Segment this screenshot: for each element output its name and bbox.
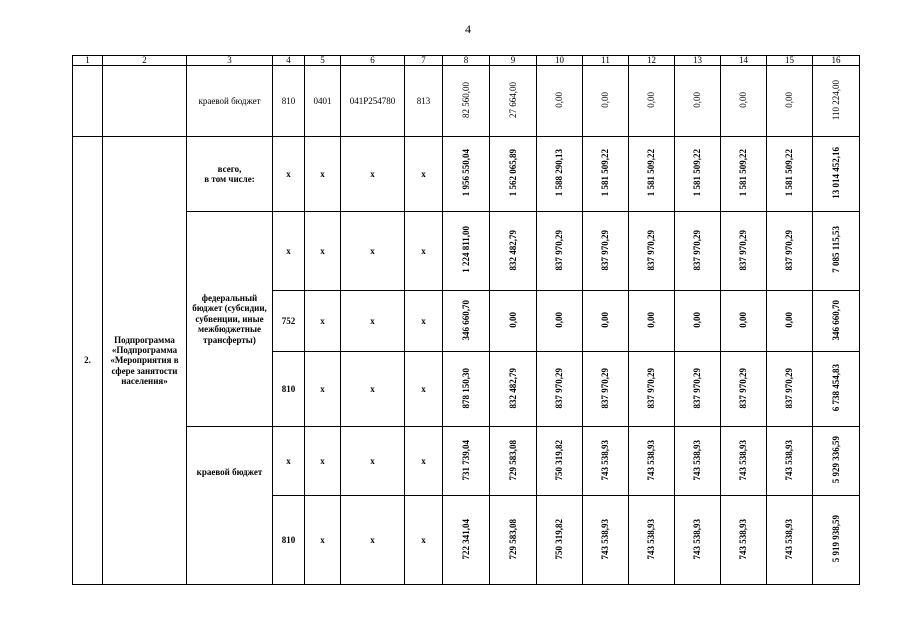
amount-value: 837 970,29	[692, 367, 703, 409]
amount-value: 1 588 290,13	[554, 149, 565, 197]
amount-value: 0,00	[784, 311, 795, 328]
table-row-federal-total	[73, 212, 860, 291]
amount-cell	[583, 352, 629, 427]
amount-value: 743 538,93	[692, 518, 703, 560]
amount-cell	[443, 427, 490, 496]
table-row-total	[73, 137, 860, 212]
column-header: 1	[73, 56, 103, 66]
amount-cell	[583, 427, 629, 496]
amount-cell	[629, 291, 675, 352]
amount-cell	[721, 352, 767, 427]
code-cell: x	[405, 496, 443, 585]
amount-cell	[675, 137, 721, 212]
total-label-line1: всего,	[217, 163, 242, 174]
amount-cell	[537, 66, 583, 137]
amount-value: 1 562 065,89	[507, 149, 518, 197]
column-header: 8	[443, 56, 490, 66]
amount-cell	[675, 291, 721, 352]
table-row-regional-total	[73, 427, 860, 496]
amount-value: 346 660,70	[830, 299, 841, 341]
amount-cell	[490, 352, 537, 427]
code-cell: 813	[405, 66, 443, 137]
amount-value: 743 538,93	[600, 439, 611, 481]
column-header: 14	[721, 56, 767, 66]
amount-cell	[490, 137, 537, 212]
amount-value: 743 538,93	[784, 439, 795, 481]
amount-value: 0,00	[784, 91, 795, 108]
column-header: 11	[583, 56, 629, 66]
code-cell: 810	[273, 496, 305, 585]
total-amount-cell	[813, 352, 860, 427]
amount-cell	[767, 66, 813, 137]
amount-cell	[490, 427, 537, 496]
amount-value: 837 970,29	[646, 229, 657, 271]
amount-cell	[490, 496, 537, 585]
code-cell: 752	[273, 291, 305, 352]
code-cell: x	[305, 496, 341, 585]
amount-value: 743 538,93	[738, 518, 749, 560]
amount-cell	[490, 212, 537, 291]
amount-cell	[675, 352, 721, 427]
amount-value: 743 538,93	[692, 439, 703, 481]
amount-value: 1 956 550,04	[460, 149, 471, 197]
amount-cell	[443, 66, 490, 137]
column-header: 3	[187, 56, 273, 66]
amount-value: 0,00	[646, 91, 657, 108]
amount-value: 27 664,00	[507, 81, 518, 118]
amount-value: 743 538,93	[646, 518, 657, 560]
amount-cell	[767, 291, 813, 352]
amount-value: 1 581 509,22	[784, 149, 795, 197]
amount-value: 837 970,29	[784, 367, 795, 409]
amount-cell	[721, 427, 767, 496]
amount-value: 837 970,29	[554, 367, 565, 409]
total-label-line2: в том числе:	[204, 174, 255, 184]
code-cell: x	[273, 212, 305, 291]
amount-cell	[583, 66, 629, 137]
empty-cell	[103, 66, 187, 137]
amount-value: 832 482,79	[507, 229, 518, 271]
code-cell: x	[405, 427, 443, 496]
amount-value: 837 970,29	[692, 229, 703, 271]
amount-value: 7 085 115,53	[830, 226, 841, 274]
amount-value: 878 150,30	[460, 367, 471, 409]
amount-cell	[537, 137, 583, 212]
amount-cell	[537, 352, 583, 427]
code-cell: x	[273, 427, 305, 496]
amount-cell	[629, 496, 675, 585]
code-cell: 041P254780	[341, 66, 405, 137]
amount-value: 743 538,93	[784, 518, 795, 560]
regional-budget-label: краевой бюджет	[187, 427, 273, 585]
amount-value: 0,00	[692, 311, 703, 328]
amount-cell	[537, 291, 583, 352]
amount-cell	[629, 352, 675, 427]
row-label: краевой бюджет	[187, 66, 273, 137]
code-cell: x	[305, 212, 341, 291]
code-cell: x	[405, 352, 443, 427]
amount-cell	[675, 212, 721, 291]
column-header: 12	[629, 56, 675, 66]
amount-value: 743 538,93	[600, 518, 611, 560]
amount-cell	[721, 212, 767, 291]
code-cell: x	[273, 137, 305, 212]
amount-cell	[629, 66, 675, 137]
total-amount-cell	[813, 66, 860, 137]
amount-cell	[490, 291, 537, 352]
column-header: 15	[767, 56, 813, 66]
code-cell: x	[341, 212, 405, 291]
amount-cell	[721, 291, 767, 352]
amount-value: 1 581 509,22	[646, 149, 657, 197]
amount-value: 832 482,79	[507, 367, 518, 409]
federal-budget-label: федеральный бюджет (субсидии, субвенции, иные межбюджетные трансферты)	[187, 212, 273, 427]
amount-value: 6 738 454,83	[830, 364, 841, 412]
amount-value: 1 581 509,22	[738, 149, 749, 197]
amount-value: 837 970,29	[738, 367, 749, 409]
amount-value: 837 970,29	[738, 229, 749, 271]
amount-cell	[443, 212, 490, 291]
amount-cell	[721, 66, 767, 137]
amount-value: 0,00	[692, 91, 703, 108]
amount-value: 722 341,04	[460, 518, 471, 560]
amount-value: 837 970,29	[600, 229, 611, 271]
column-header: 6	[341, 56, 405, 66]
column-header: 13	[675, 56, 721, 66]
total-amount-cell	[813, 212, 860, 291]
code-cell: x	[341, 352, 405, 427]
amount-value: 729 583,08	[507, 518, 518, 560]
amount-value: 82 560,00	[460, 81, 471, 118]
total-amount-cell	[813, 291, 860, 352]
empty-cell	[73, 66, 103, 137]
code-cell: x	[305, 352, 341, 427]
column-header: 9	[490, 56, 537, 66]
amount-cell	[583, 137, 629, 212]
table-row-regional-budget-top	[73, 66, 860, 137]
amount-cell	[583, 291, 629, 352]
code-cell: x	[405, 291, 443, 352]
amount-value: 5 929 336,59	[830, 436, 841, 484]
amount-value: 743 538,93	[738, 439, 749, 481]
total-amount-cell	[813, 496, 860, 585]
amount-cell	[443, 137, 490, 212]
amount-value: 837 970,29	[600, 367, 611, 409]
amount-value: 0,00	[554, 91, 565, 108]
code-cell: 810	[273, 352, 305, 427]
amount-value: 731 739,04	[460, 439, 471, 481]
amount-value: 750 319,82	[554, 518, 565, 560]
amount-value: 1 581 509,22	[692, 149, 703, 197]
amount-cell	[629, 427, 675, 496]
amount-cell	[629, 137, 675, 212]
amount-cell	[629, 212, 675, 291]
code-cell: x	[305, 291, 341, 352]
column-header: 7	[405, 56, 443, 66]
row-label-total	[187, 137, 273, 212]
amount-value: 837 970,29	[554, 229, 565, 271]
amount-cell	[675, 427, 721, 496]
amount-cell	[675, 496, 721, 585]
amount-cell	[721, 496, 767, 585]
amount-value: 729 583,08	[507, 439, 518, 481]
amount-cell	[537, 496, 583, 585]
amount-value: 5 919 938,59	[830, 515, 841, 563]
code-cell: x	[341, 496, 405, 585]
amount-value: 0,00	[600, 311, 611, 328]
code-cell: 0401	[305, 66, 341, 137]
code-cell: x	[341, 427, 405, 496]
subprogram-name: Подпрограмма «Подпрограмма «Мероприятия в сфере занятости населения»	[103, 137, 187, 585]
amount-value: 0,00	[554, 311, 565, 328]
column-header: 5	[305, 56, 341, 66]
amount-cell	[675, 66, 721, 137]
total-amount-cell	[813, 137, 860, 212]
column-header: 16	[813, 56, 860, 66]
amount-cell	[767, 427, 813, 496]
amount-value: 13 014 452,16	[830, 146, 841, 199]
amount-cell	[537, 427, 583, 496]
amount-cell	[443, 291, 490, 352]
amount-cell	[583, 212, 629, 291]
column-header: 4	[273, 56, 305, 66]
amount-cell	[767, 212, 813, 291]
amount-value: 837 970,29	[784, 229, 795, 271]
amount-cell	[767, 352, 813, 427]
section-number: 2.	[73, 137, 103, 585]
amount-value: 750 319,82	[554, 439, 565, 481]
amount-cell	[490, 66, 537, 137]
amount-cell	[583, 496, 629, 585]
code-cell: 810	[273, 66, 305, 137]
column-number-header	[73, 56, 860, 66]
amount-value: 346 660,70	[460, 299, 471, 341]
code-cell: x	[405, 137, 443, 212]
amount-value: 110 224,00	[830, 79, 841, 120]
amount-value: 0,00	[646, 311, 657, 328]
code-cell: x	[341, 137, 405, 212]
amount-cell	[767, 496, 813, 585]
column-header: 2	[103, 56, 187, 66]
amount-cell	[443, 352, 490, 427]
total-amount-cell	[813, 427, 860, 496]
amount-cell	[767, 137, 813, 212]
column-header: 10	[537, 56, 583, 66]
amount-value: 1 581 509,22	[600, 149, 611, 197]
amount-value: 0,00	[738, 311, 749, 328]
page-number: 4	[465, 22, 471, 36]
amount-value: 0,00	[507, 311, 518, 328]
amount-value: 1 224 811,00	[460, 226, 471, 274]
amount-cell	[721, 137, 767, 212]
code-cell: x	[405, 212, 443, 291]
amount-value: 0,00	[600, 91, 611, 108]
code-cell: x	[341, 291, 405, 352]
amount-cell	[443, 496, 490, 585]
code-cell: x	[305, 137, 341, 212]
amount-value: 743 538,93	[646, 439, 657, 481]
amount-value: 837 970,29	[646, 367, 657, 409]
code-cell: x	[305, 427, 341, 496]
amount-value: 0,00	[738, 91, 749, 108]
budget-table	[72, 55, 860, 585]
amount-cell	[537, 212, 583, 291]
